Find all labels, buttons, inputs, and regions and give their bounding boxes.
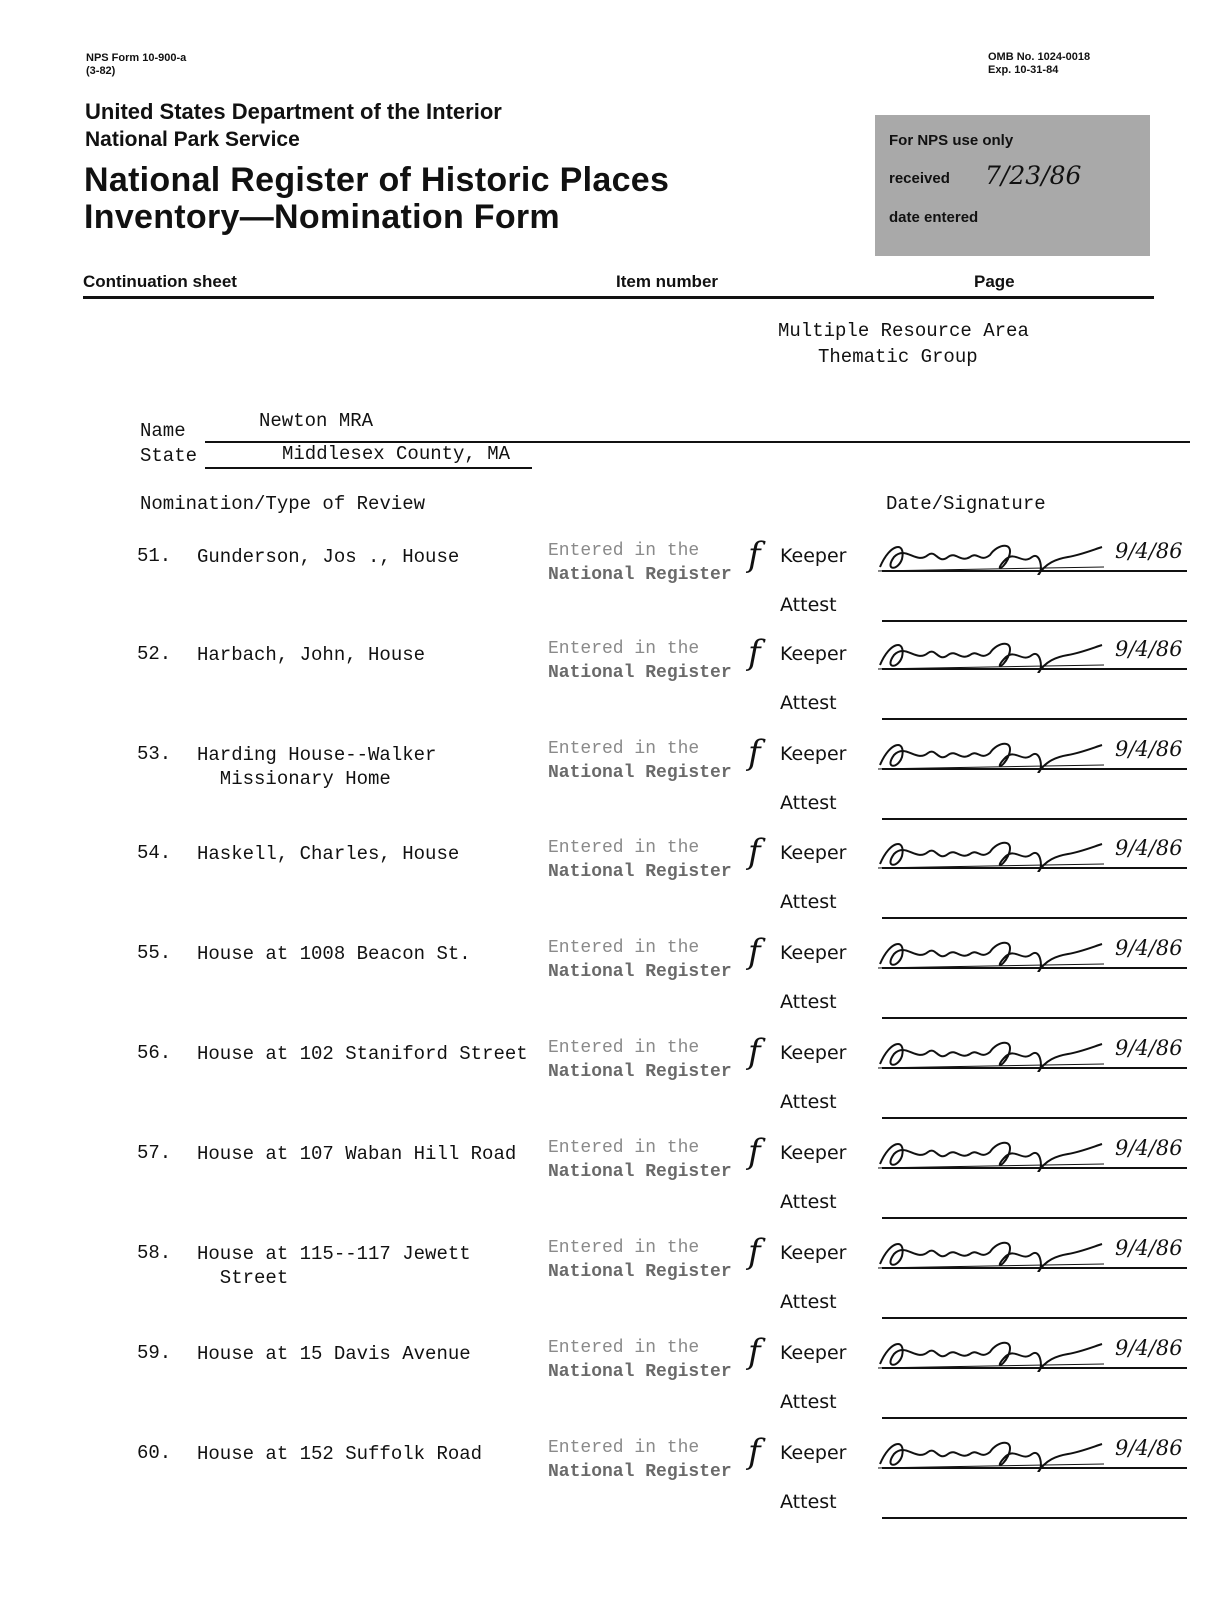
entered-stamp: [548, 539, 758, 587]
keeper-signature-line: [882, 768, 1187, 770]
entry-name: House at 115--117 Jewett Street: [197, 1243, 471, 1289]
signature-date: 9/4/86: [1115, 1136, 1183, 1160]
attest-signature-line: [882, 1317, 1187, 1319]
entry-number: 59.: [137, 1342, 172, 1364]
for-mark-handwritten: f: [748, 1432, 761, 1472]
entry-name: House at 1008 Beacon St.: [197, 943, 471, 965]
stamp-line1: Entered in the: [548, 838, 700, 858]
state-label: State: [140, 445, 198, 467]
stamp-line2: National Register: [548, 663, 732, 683]
attest-label: Attest: [780, 1491, 837, 1513]
keeper-signature-line: [882, 1167, 1187, 1169]
continuation-sheet-label: Continuation sheet: [83, 272, 237, 291]
nomination-entry: [0, 1332, 1227, 1442]
attest-label: Attest: [780, 692, 837, 714]
entry-name: Gunderson, Jos ., House: [197, 546, 460, 568]
entry-name: House at 15 Davis Avenue: [197, 1343, 471, 1365]
stamp-line1: Entered in the: [548, 739, 700, 759]
form-title: [84, 162, 669, 236]
attest-label: Attest: [780, 1091, 837, 1113]
header-rule: [83, 296, 1154, 299]
received-label: received: [889, 170, 950, 187]
omb-expiration: Exp. 10-31-84: [988, 64, 1059, 76]
nomination-entry: [0, 1032, 1227, 1142]
entry-name: House at 152 Suffolk Road: [197, 1443, 483, 1465]
attest-label: Attest: [780, 1291, 837, 1313]
entered-stamp: [548, 1136, 758, 1184]
entry-number: 52.: [137, 643, 172, 665]
form-number: NPS Form 10-900-a: [86, 52, 187, 64]
keeper-label: Keeper: [780, 1242, 847, 1264]
nomination-entry: [0, 932, 1227, 1042]
entered-stamp: [548, 1336, 758, 1384]
agency-name: National Park Service: [85, 128, 300, 151]
stamp-line1: Entered in the: [548, 1138, 700, 1158]
nomination-entry: [0, 1132, 1227, 1242]
entry-number: 57.: [137, 1142, 172, 1164]
entry-name: Harbach, John, House: [197, 644, 426, 666]
entry-number: 56.: [137, 1042, 172, 1064]
department-heading: [85, 98, 502, 154]
keeper-signature-line: [882, 1367, 1187, 1369]
omb-info: [988, 51, 1090, 77]
signature-date: 9/4/86: [1115, 1436, 1183, 1460]
keeper-label: Keeper: [780, 1442, 847, 1464]
entered-stamp: [548, 637, 758, 685]
stamp-line2: National Register: [548, 1162, 732, 1182]
received-date-handwritten: 7/23/86: [985, 161, 1082, 190]
attest-label: Attest: [780, 594, 837, 616]
entry-name: Haskell, Charles, House: [197, 843, 460, 865]
for-mark-handwritten: f: [748, 1032, 761, 1072]
stamp-line1: Entered in the: [548, 1338, 700, 1358]
entry-number: 51.: [137, 545, 172, 567]
nomination-entry: [0, 832, 1227, 942]
entered-stamp: [548, 836, 758, 884]
entry-number: 58.: [137, 1242, 172, 1264]
stamp-line1: Entered in the: [548, 1238, 700, 1258]
nomination-entry: [0, 733, 1227, 843]
omb-number: OMB No. 1024-0018: [988, 51, 1091, 63]
keeper-label: Keeper: [780, 1042, 847, 1064]
name-value: Newton MRA: [259, 410, 374, 432]
entry-number: 55.: [137, 942, 172, 964]
stamp-line2: National Register: [548, 1462, 732, 1482]
attest-label: Attest: [780, 792, 837, 814]
entry-name: Harding House--Walker Missionary Home: [197, 744, 437, 790]
name-label: Name: [140, 420, 186, 442]
attest-signature-line: [882, 818, 1187, 820]
form-title-line1: National Register of Historic Places: [84, 161, 670, 199]
keeper-label: Keeper: [780, 842, 847, 864]
resource-area-line2: Thematic Group: [818, 346, 978, 368]
keeper-label: Keeper: [780, 643, 847, 665]
signature-date: 9/4/86: [1115, 1336, 1183, 1360]
keeper-signature-line: [882, 967, 1187, 969]
page-label: Page: [974, 272, 1015, 291]
state-value: Middlesex County, MA: [282, 443, 511, 465]
keeper-label: Keeper: [780, 1342, 847, 1364]
nomination-entry: [0, 633, 1227, 743]
attest-signature-line: [882, 1517, 1187, 1519]
form-id: [86, 52, 186, 78]
attest-label: Attest: [780, 891, 837, 913]
stamp-line1: Entered in the: [548, 639, 700, 659]
resource-area-heading: [778, 318, 1029, 370]
stamp-line2: National Register: [548, 1262, 732, 1282]
nps-use-only-label: For NPS use only: [889, 132, 1014, 149]
entry-number: 53.: [137, 743, 172, 765]
nps-use-only-box: [875, 115, 1150, 256]
keeper-signature-line: [882, 867, 1187, 869]
entered-stamp: [548, 1236, 758, 1284]
keeper-label: Keeper: [780, 743, 847, 765]
keeper-label: Keeper: [780, 1142, 847, 1164]
stamp-line2: National Register: [548, 565, 732, 585]
signature-date: 9/4/86: [1115, 637, 1183, 661]
signature-date: 9/4/86: [1115, 539, 1183, 563]
entry-name: House at 102 Staniford Street: [197, 1043, 528, 1065]
attest-signature-line: [882, 718, 1187, 720]
entry-name: House at 107 Waban Hill Road: [197, 1143, 517, 1165]
department-name: United States Department of the Interior: [85, 99, 502, 124]
for-mark-handwritten: f: [748, 932, 761, 972]
attest-label: Attest: [780, 991, 837, 1013]
keeper-label: Keeper: [780, 942, 847, 964]
nomination-entry: [0, 535, 1227, 645]
keeper-label: Keeper: [780, 545, 847, 567]
entry-number: 54.: [137, 842, 172, 864]
attest-signature-line: [882, 1417, 1187, 1419]
signature-date: 9/4/86: [1115, 737, 1183, 761]
for-mark-handwritten: f: [748, 1132, 761, 1172]
attest-signature-line: [882, 1017, 1187, 1019]
for-mark-handwritten: f: [748, 832, 761, 872]
attest-label: Attest: [780, 1391, 837, 1413]
nomination-entry: [0, 1232, 1227, 1342]
date-entered-label: date entered: [889, 209, 979, 226]
signature-column-header: Date/Signature: [886, 493, 1046, 515]
entered-stamp: [548, 936, 758, 984]
signature-date: 9/4/86: [1115, 1036, 1183, 1060]
keeper-signature-line: [882, 1467, 1187, 1469]
form-revision: (3-82): [86, 65, 116, 77]
keeper-signature-line: [882, 668, 1187, 670]
attest-label: Attest: [780, 1191, 837, 1213]
stamp-line1: Entered in the: [548, 541, 700, 561]
stamp-line2: National Register: [548, 962, 732, 982]
keeper-signature-line: [882, 570, 1187, 572]
for-mark-handwritten: f: [748, 633, 761, 673]
nomination-entry: [0, 1432, 1227, 1542]
entered-stamp: [548, 737, 758, 785]
stamp-line1: Entered in the: [548, 1038, 700, 1058]
for-mark-handwritten: f: [748, 733, 761, 773]
stamp-line1: Entered in the: [548, 1438, 700, 1458]
keeper-signature-line: [882, 1067, 1187, 1069]
entry-number: 60.: [137, 1442, 172, 1464]
attest-signature-line: [882, 620, 1187, 622]
for-mark-handwritten: f: [748, 1232, 761, 1272]
for-mark-handwritten: f: [748, 1332, 761, 1372]
stamp-line2: National Register: [548, 763, 732, 783]
signature-date: 9/4/86: [1115, 836, 1183, 860]
state-underline: [205, 467, 532, 469]
form-title-line2: Inventory—Nomination Form: [84, 198, 560, 236]
stamp-line1: Entered in the: [548, 938, 700, 958]
nomination-column-header: Nomination/Type of Review: [140, 493, 426, 515]
item-number-label: Item number: [616, 272, 719, 291]
keeper-signature-line: [882, 1267, 1187, 1269]
stamp-line2: National Register: [548, 862, 732, 882]
entered-stamp: [548, 1036, 758, 1084]
entered-stamp: [548, 1436, 758, 1484]
signature-date: 9/4/86: [1115, 936, 1183, 960]
resource-area-line1: Multiple Resource Area: [778, 320, 1029, 342]
stamp-line2: National Register: [548, 1362, 732, 1382]
for-mark-handwritten: f: [748, 535, 761, 575]
stamp-line2: National Register: [548, 1062, 732, 1082]
signature-date: 9/4/86: [1115, 1236, 1183, 1260]
attest-signature-line: [882, 917, 1187, 919]
attest-signature-line: [882, 1217, 1187, 1219]
attest-signature-line: [882, 1117, 1187, 1119]
